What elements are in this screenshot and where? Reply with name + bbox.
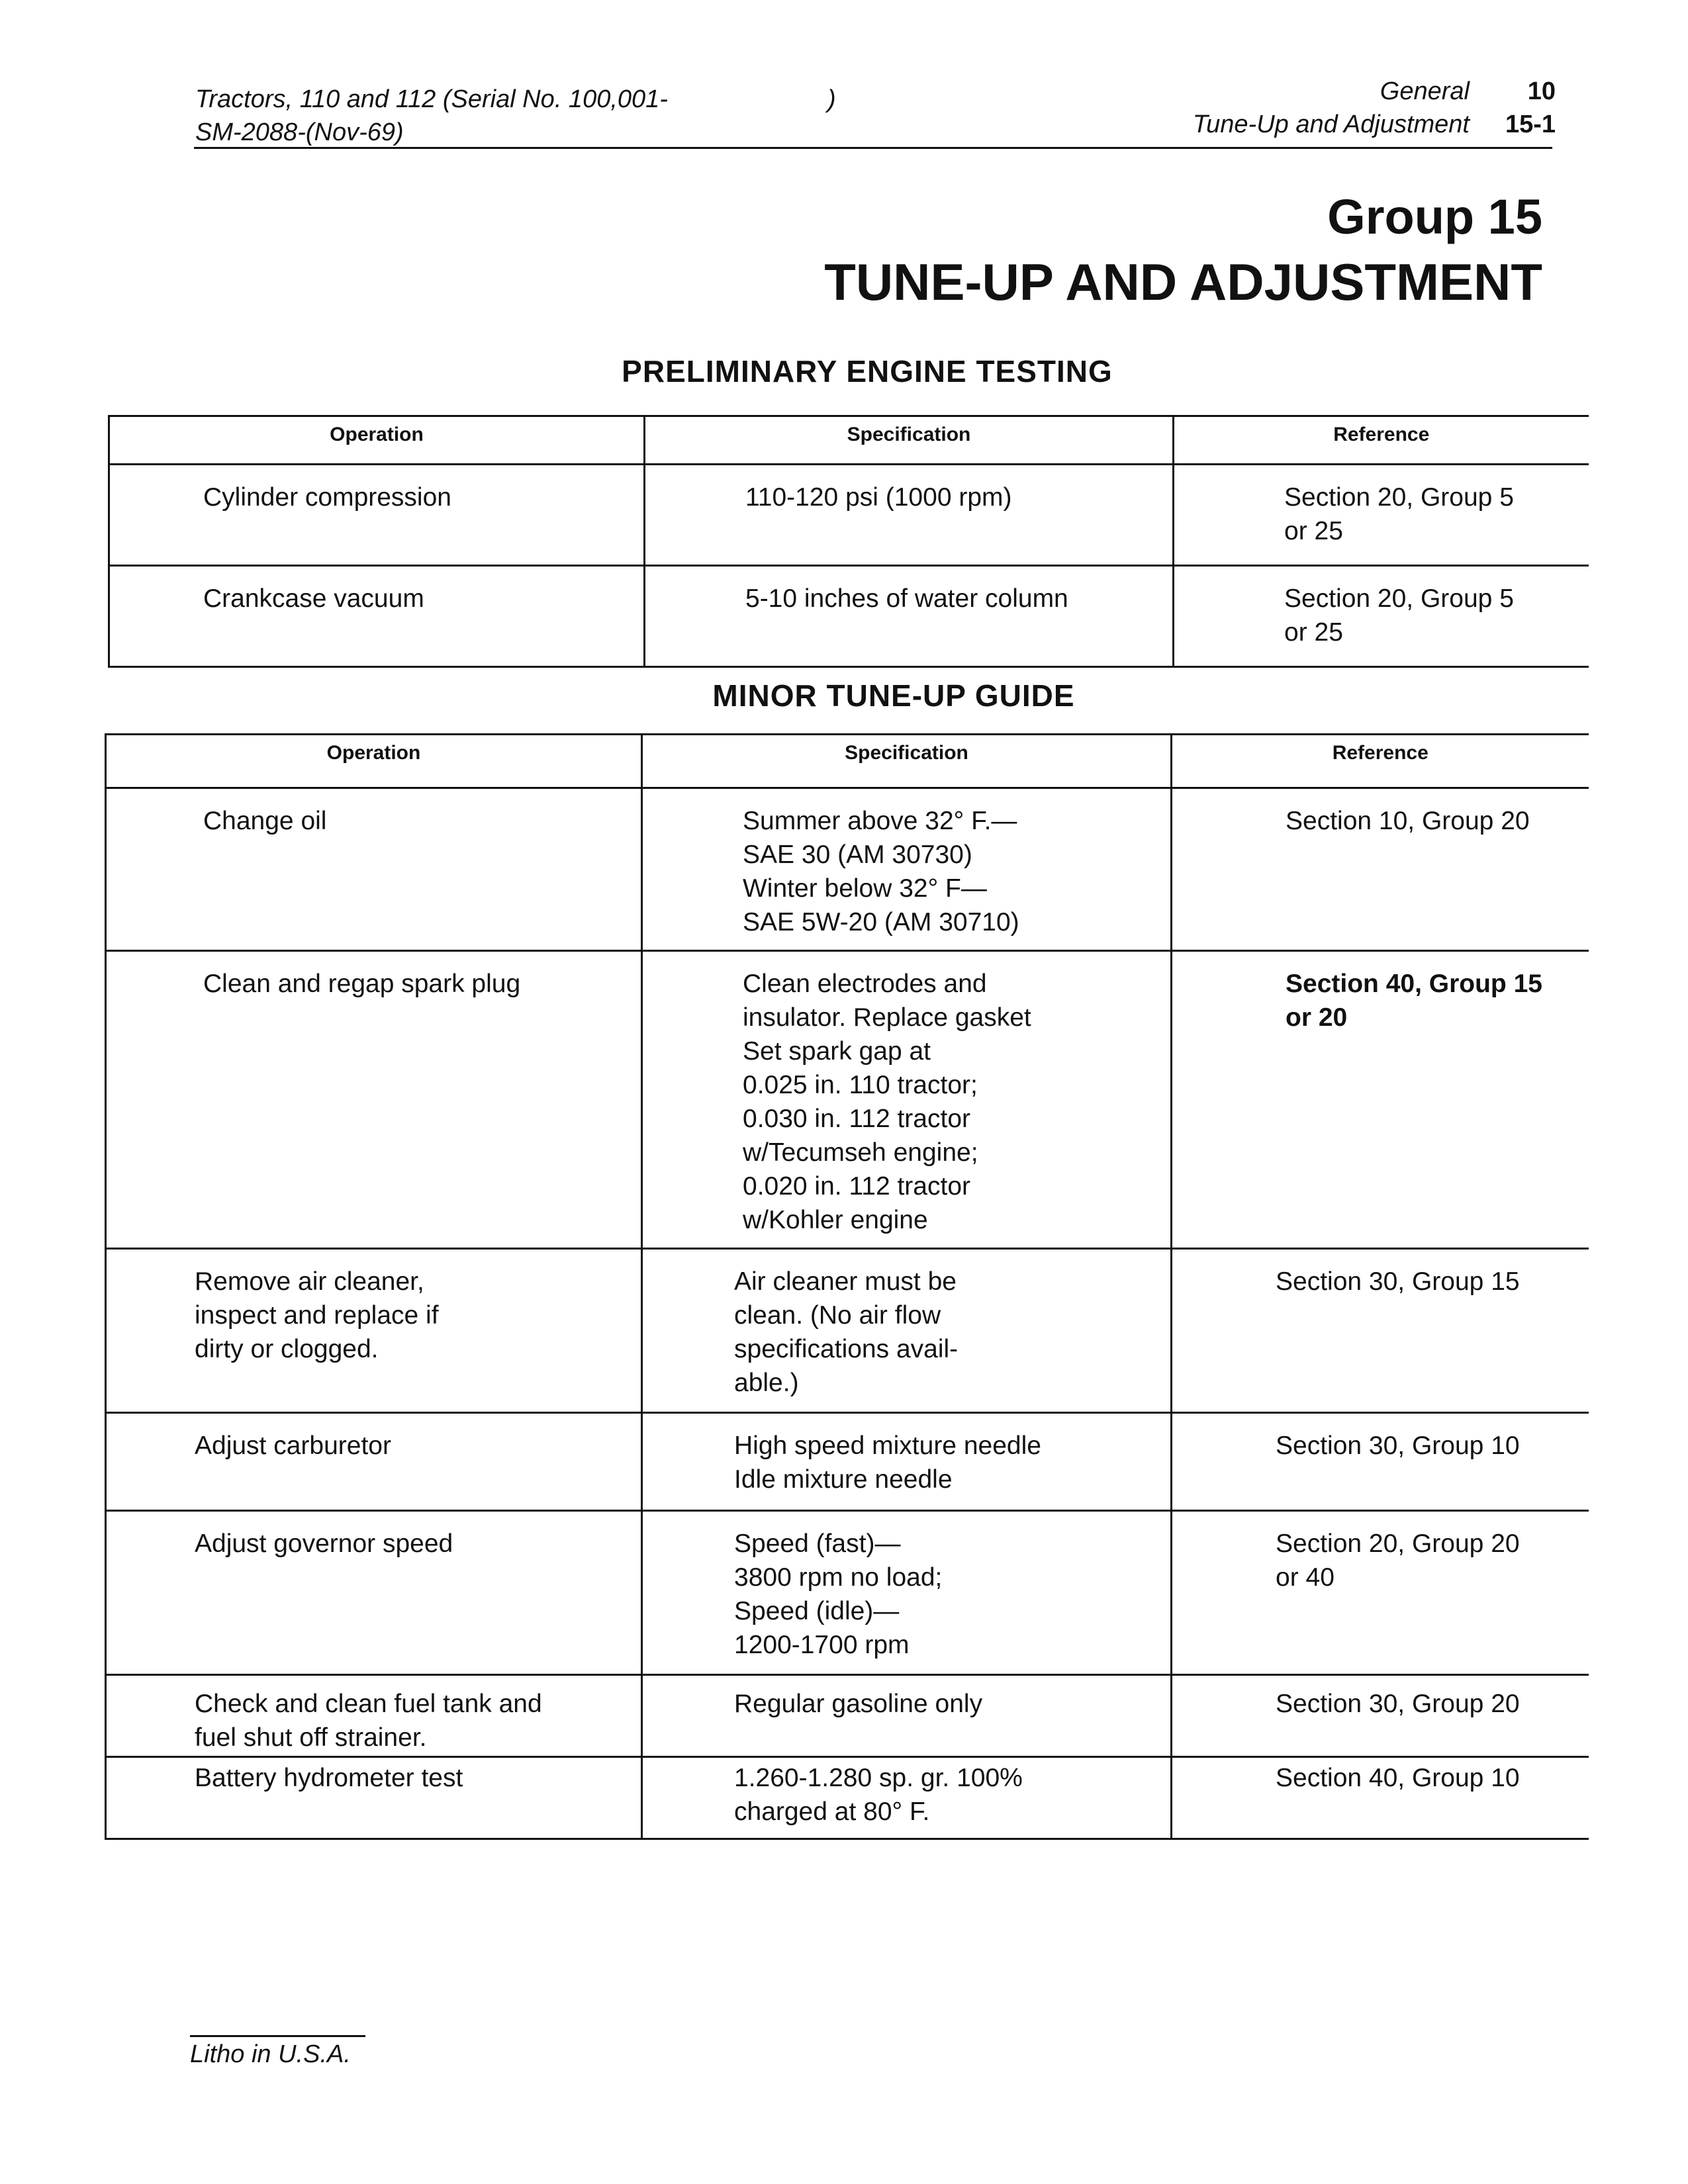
cell-line: Section 40, Group 10 (1276, 1764, 1520, 1792)
cell-line: or 25 (1284, 517, 1343, 545)
cell-line: Regular gasoline only (734, 1690, 983, 1718)
cell-line: fuel shut off strainer. (195, 1723, 427, 1752)
specification-cell (645, 465, 1174, 566)
footer-rule (190, 2035, 365, 2037)
cell-line: SAE 5W-20 (AM 30710) (743, 908, 1019, 936)
cell-line: Idle mixture needle (734, 1465, 953, 1494)
table-row (106, 1511, 1589, 1675)
header-section-number: 10 (1527, 77, 1556, 105)
minor-tuneup-table (105, 733, 1589, 1840)
cell-line: SAE 30 (AM 30730) (743, 841, 972, 869)
specification-cell (642, 788, 1172, 951)
operation-cell (106, 1413, 642, 1511)
reference-cell (1172, 1757, 1589, 1839)
minor-tuneup-title: MINOR TUNE-UP GUIDE (712, 678, 1075, 713)
cell-line: or 40 (1276, 1563, 1335, 1592)
cell-line: Clean and regap spark plug (203, 970, 521, 998)
header-manual-number: SM-2088-(Nov-69) (195, 118, 404, 146)
table-header-row (109, 416, 1589, 465)
specification-cell (642, 1413, 1172, 1511)
column-header-operation: Operation (109, 416, 645, 465)
cell-line: specifications avail- (734, 1335, 959, 1363)
cell-line: Section 30, Group 15 (1276, 1267, 1520, 1296)
cell-line: Crankcase vacuum (203, 584, 424, 613)
cell-line: Summer above 32° F.— (743, 807, 1017, 835)
header-right (960, 75, 1556, 141)
cell-line: 5-10 inches of water column (745, 584, 1068, 613)
header-left (195, 83, 836, 149)
cell-line: Adjust governor speed (195, 1529, 453, 1558)
column-header-specification: Specification (645, 416, 1174, 465)
reference-cell (1174, 566, 1589, 667)
cell-line: charged at 80° F. (734, 1797, 930, 1826)
group-name: TUNE-UP AND ADJUSTMENT (824, 253, 1542, 311)
cell-line: Section 20, Group 5 (1284, 483, 1514, 512)
reference-cell (1172, 1675, 1589, 1757)
column-header-reference: Reference (1172, 735, 1589, 788)
operation-cell (106, 788, 642, 951)
specification-cell (642, 951, 1172, 1249)
reference-cell (1172, 951, 1589, 1249)
table-row (106, 1757, 1589, 1839)
cell-line: 3800 rpm no load; (734, 1563, 943, 1592)
header-page-number: 15-1 (1505, 111, 1556, 138)
cell-line: inspect and replace if (195, 1301, 439, 1330)
table-row (106, 1249, 1589, 1413)
operation-cell (106, 1757, 642, 1839)
table-header-row (106, 735, 1589, 788)
cell-line: Speed (fast)— (734, 1529, 901, 1558)
header-model: Tractors, 110 and 112 (Serial No. 100,001- (195, 85, 668, 113)
cell-line: Change oil (203, 807, 327, 835)
operation-cell (109, 566, 645, 667)
reference-cell (1172, 788, 1589, 951)
column-header-operation: Operation (106, 735, 642, 788)
header-group-label: Tune-Up and Adjustment (1192, 111, 1470, 138)
cell-line: 110-120 psi (1000 rpm) (745, 483, 1012, 512)
cell-line: 0.025 in. 110 tractor; (743, 1071, 978, 1099)
cell-line: Section 30, Group 20 (1276, 1690, 1520, 1718)
cell-line: or 20 (1286, 1003, 1348, 1032)
cell-line: 0.030 in. 112 tractor (743, 1105, 970, 1133)
cell-line: Section 30, Group 10 (1276, 1432, 1520, 1460)
reference-cell (1172, 1413, 1589, 1511)
cell-line: 1200-1700 rpm (734, 1631, 910, 1659)
specification-cell (642, 1249, 1172, 1413)
table-row (106, 951, 1589, 1249)
preliminary-title: PRELIMINARY ENGINE TESTING (622, 354, 1113, 388)
operation-cell (109, 465, 645, 566)
cell-line: Winter below 32° F— (743, 874, 987, 903)
cell-line: w/Tecumseh engine; (743, 1138, 978, 1167)
cell-line: 0.020 in. 112 tractor (743, 1172, 970, 1201)
column-header-reference: Reference (1174, 416, 1589, 465)
cell-line: insulator. Replace gasket (743, 1003, 1031, 1032)
cell-line: Section 40, Group 15 (1286, 970, 1542, 998)
table-row (106, 788, 1589, 951)
cell-line: Section 20, Group 20 (1276, 1529, 1520, 1558)
specification-cell (645, 566, 1174, 667)
cell-line: Clean electrodes and (743, 970, 987, 998)
cell-line: dirty or clogged. (195, 1335, 379, 1363)
cell-line: Section 20, Group 5 (1284, 584, 1514, 613)
cell-line: Adjust carburetor (195, 1432, 391, 1460)
header-section-label: General (1380, 77, 1470, 105)
cell-line: able.) (734, 1369, 799, 1397)
cell-line: or 25 (1284, 618, 1343, 647)
cell-line: w/Kohler engine (743, 1206, 928, 1234)
specification-cell (642, 1757, 1172, 1839)
footer-printing-note: Litho in U.S.A. (190, 2040, 351, 2068)
specification-cell (642, 1511, 1172, 1675)
header-serial-close: ) (827, 85, 836, 113)
cell-line: 1.260-1.280 sp. gr. 100% (734, 1764, 1023, 1792)
cell-line: Battery hydrometer test (195, 1764, 463, 1792)
cell-line: Check and clean fuel tank and (195, 1690, 542, 1718)
cell-line: Set spark gap at (743, 1037, 931, 1066)
table-row (106, 1413, 1589, 1511)
reference-cell (1172, 1249, 1589, 1413)
cell-line: Cylinder compression (203, 483, 451, 512)
table-row (109, 566, 1589, 667)
cell-line: Air cleaner must be (734, 1267, 957, 1296)
operation-cell (106, 1249, 642, 1413)
table-row (106, 1675, 1589, 1757)
header-rule (194, 147, 1552, 149)
cell-line: clean. (No air flow (734, 1301, 941, 1330)
cell-line: Section 10, Group 20 (1286, 807, 1530, 835)
preliminary-table (108, 415, 1589, 668)
column-header-specification: Specification (642, 735, 1172, 788)
reference-cell (1172, 1511, 1589, 1675)
specification-cell (642, 1675, 1172, 1757)
cell-line: High speed mixture needle (734, 1432, 1041, 1460)
reference-cell (1174, 465, 1589, 566)
page-title (824, 185, 1542, 315)
operation-cell (106, 951, 642, 1249)
cell-line: Remove air cleaner, (195, 1267, 424, 1296)
operation-cell (106, 1675, 642, 1757)
operation-cell (106, 1511, 642, 1675)
table-row (109, 465, 1589, 566)
group-number: Group 15 (1327, 189, 1542, 244)
cell-line: Speed (idle)— (734, 1597, 900, 1625)
